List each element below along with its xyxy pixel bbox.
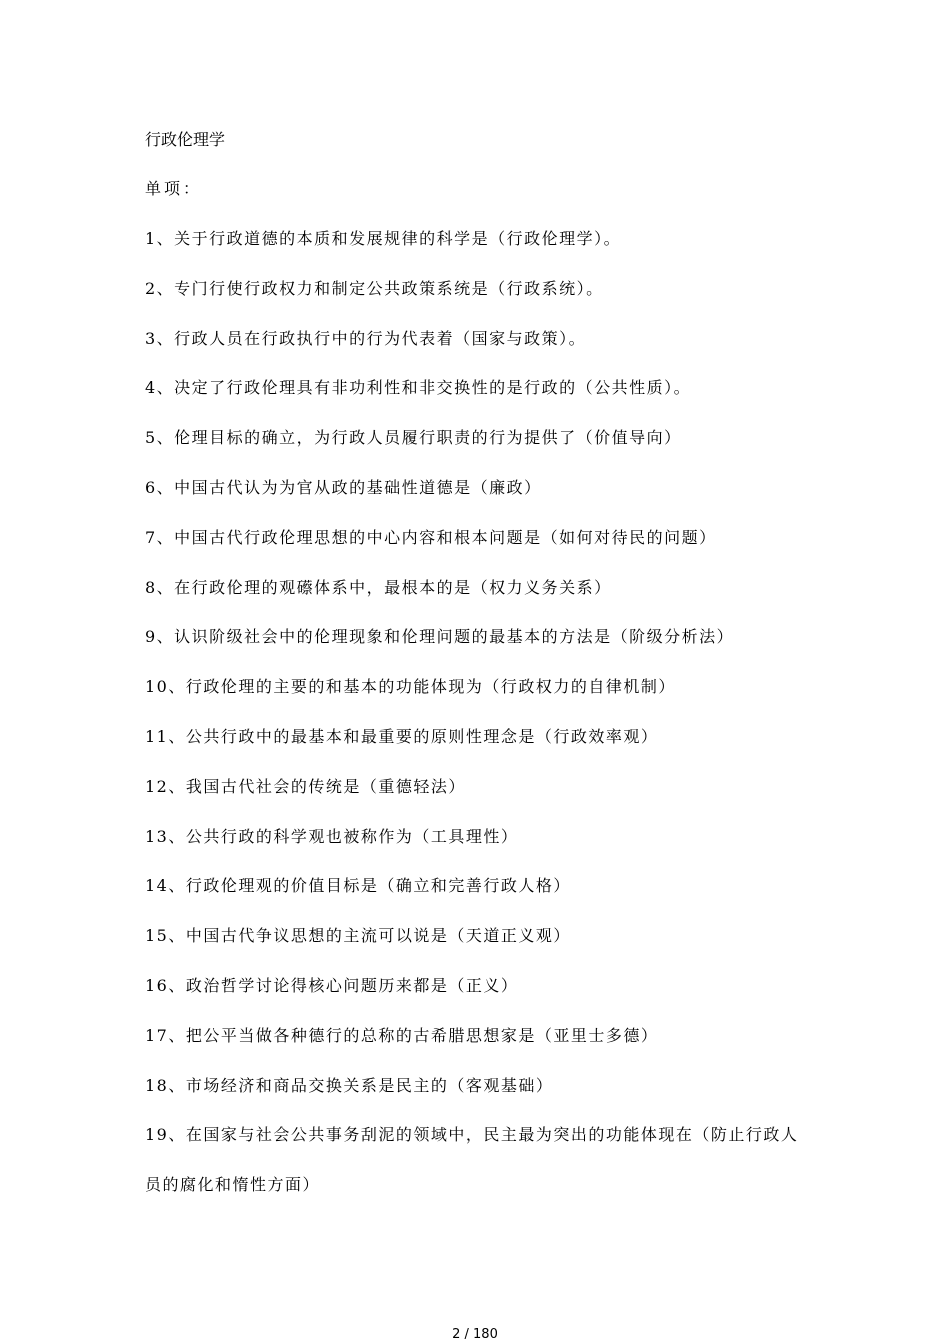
question-item: 8、在行政伦理的观礤体系中，最根本的是（权力义务关系） bbox=[145, 577, 612, 597]
question-list bbox=[145, 227, 815, 1236]
question-item: 11、公共行政中的最基本和最重要的原则性理念是（行政效率观） bbox=[145, 726, 659, 746]
question-item: 12、我国古代社会的传统是（重德轻法） bbox=[145, 776, 466, 796]
question-item: 16、政治哲学讨论得核心问题历来都是（正义） bbox=[145, 975, 519, 995]
question-item: 14、行政伦理观的价值目标是（确立和完善行政人格） bbox=[145, 876, 571, 896]
question-item: 3、行政人员在行政执行中的行为代表着（国家与政策）。 bbox=[145, 328, 587, 348]
page-number: 2 / 180 bbox=[452, 1327, 498, 1342]
question-item: 1、关于行政道德的本质和发展规律的科学是（行政伦理学）。 bbox=[145, 229, 622, 248]
question-item: 6、中国古代认为为官从政的基础性道德是（廉政） bbox=[145, 477, 542, 497]
question-item: 19、在国家与社会公共事务刮泥的领域中，民主最为突出的功能体现在（防止行政人员的腐化和惰性方面） bbox=[145, 1125, 799, 1195]
question-item: 4、决定了行政伦理具有非功利性和非交换性的是行政的（公共性质）。 bbox=[145, 378, 692, 398]
document-title: 行政伦理学 bbox=[145, 130, 226, 149]
question-item: 18、市场经济和商品交换关系是民主的（客观基础） bbox=[145, 1075, 554, 1095]
question-item: 10、行政伦理的主要的和基本的功能体现为（行政权力的自律机制） bbox=[145, 677, 676, 697]
question-item: 7、中国古代行政伦理思想的中心内容和根本问题是（如何对待民的问题） bbox=[145, 527, 717, 547]
question-item: 2、专门行使行政权力和制定公共政策系统是（行政系统）。 bbox=[145, 278, 604, 298]
question-item: 15、中国古代争议思想的主流可以说是（天道正义观） bbox=[145, 926, 571, 946]
question-item: 13、公共行政的科学观也被称作为（工具理性） bbox=[145, 826, 519, 846]
question-item: 5、伦理目标的确立，为行政人员履行职责的行为提供了（价值导向） bbox=[145, 428, 682, 448]
question-item: 9、认识阶级社会中的伦理现象和伦理问题的最基本的方法是（阶级分析法） bbox=[145, 627, 735, 647]
question-item: 17、把公平当做各种德行的总称的古希腊思想家是（亚里士多德） bbox=[145, 1025, 659, 1045]
section-label: 单项： bbox=[145, 179, 203, 198]
